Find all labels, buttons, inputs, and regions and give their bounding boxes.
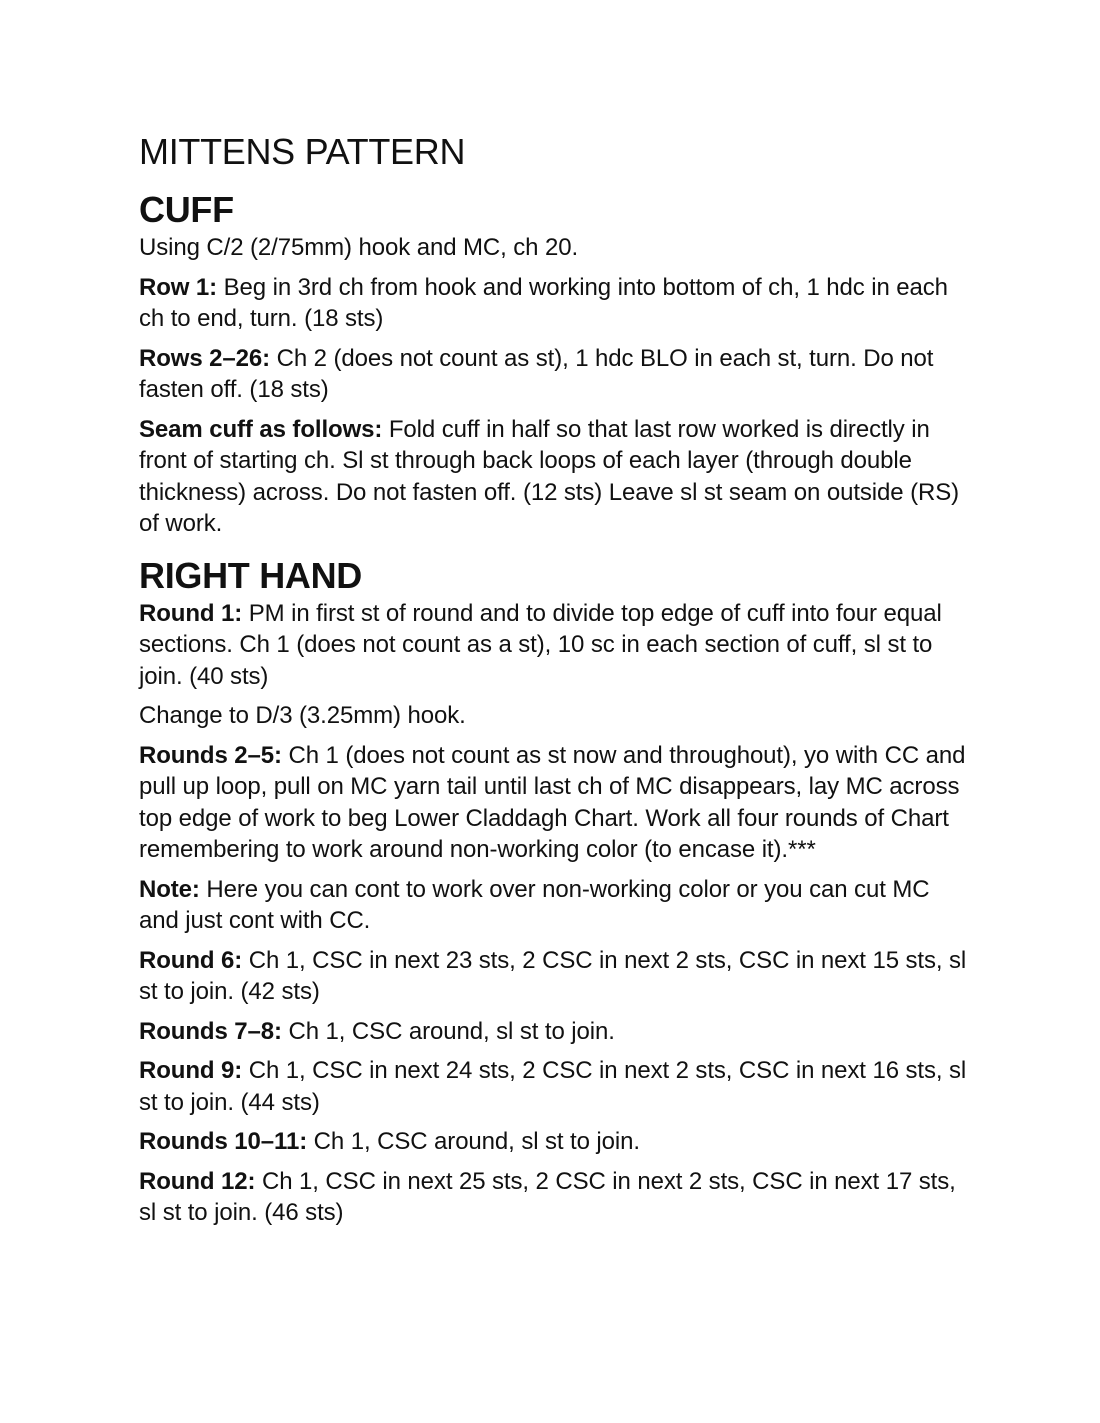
section-cuff xyxy=(139,188,969,540)
instruction-paragraph: Rounds 2–5: Ch 1 (does not count as st now and throughout), yo with CC and pull up loop, pull on MC yarn tail until last ch of MC disappears, lay MC across top edge of work to beg Lower Claddagh Chart. Work all four rounds of Chart remembering to work around non-working color (to encase it).*** xyxy=(139,741,966,863)
step-label: Round 12: xyxy=(139,1167,256,1195)
instruction-paragraph: Change to D/3 (3.25mm) hook. xyxy=(139,702,466,729)
instruction-paragraph: Seam cuff as follows: Fold cuff in half so that last row worked is directly in front of starting ch. Sl st through back loops of each layer (through double thickness) across. Do not fasten off. (12 sts) Leave sl st seam on outside (RS) of work. xyxy=(139,415,960,537)
section-heading-cuff: CUFF xyxy=(139,189,234,230)
instruction-paragraph: Using C/2 (2/75mm) hook and MC, ch 20. xyxy=(139,234,579,261)
section-right-hand xyxy=(139,554,969,1229)
step-label: Row 1: xyxy=(139,273,218,301)
step-label: Rounds 2–5: xyxy=(139,741,282,769)
instruction-paragraph: Round 9: Ch 1, CSC in next 24 sts, 2 CSC in next 2 sts, CSC in next 16 sts, sl st to join. (44 sts) xyxy=(139,1057,967,1116)
instruction-paragraph: Round 12: Ch 1, CSC in next 25 sts, 2 CSC in next 2 sts, CSC in next 17 sts, sl st to join. (46 sts) xyxy=(139,1167,956,1226)
step-label: Round 1: xyxy=(139,599,243,627)
step-label: Rounds 10–11: xyxy=(139,1128,308,1155)
instruction-paragraph: Rounds 10–11: Ch 1, CSC around, sl st to join. xyxy=(139,1128,640,1155)
step-label: Round 9: xyxy=(139,1057,243,1084)
instruction-paragraph: Row 1: Beg in 3rd ch from hook and working into bottom of ch, 1 hdc in each ch to end, turn. (18 sts) xyxy=(139,273,948,332)
note-label: Note: xyxy=(139,875,200,903)
step-label: Rounds 7–8: xyxy=(139,1017,282,1045)
instruction-paragraph: Rounds 7–8: Ch 1, CSC around, sl st to join. xyxy=(139,1017,615,1045)
document-page xyxy=(139,128,969,1243)
instruction-paragraph: Round 6: Ch 1, CSC in next 23 sts, 2 CSC in next 2 sts, CSC in next 15 sts, sl st to join. (42 sts) xyxy=(139,946,967,1005)
step-label: Round 6: xyxy=(139,946,243,974)
note-paragraph: Note: Here you can cont to work over non-working color or you can cut MC and just cont with CC. xyxy=(139,875,930,934)
step-label: Seam cuff as follows: xyxy=(139,415,383,443)
document-title: MITTENS PATTERN xyxy=(139,131,466,172)
instruction-paragraph: Round 1: PM in first st of round and to divide top edge of cuff into four equal sections. Ch 1 (does not count as a st), 10 sc in each section of cuff, sl st to join. (40 sts) xyxy=(139,599,942,690)
step-label: Rows 2–26: xyxy=(139,344,271,372)
section-heading-right-hand: RIGHT HAND xyxy=(139,554,362,596)
instruction-paragraph: Rows 2–26: Ch 2 (does not count as st), 1 hdc BLO in each st, turn. Do not fasten off. (18 sts) xyxy=(139,344,934,403)
